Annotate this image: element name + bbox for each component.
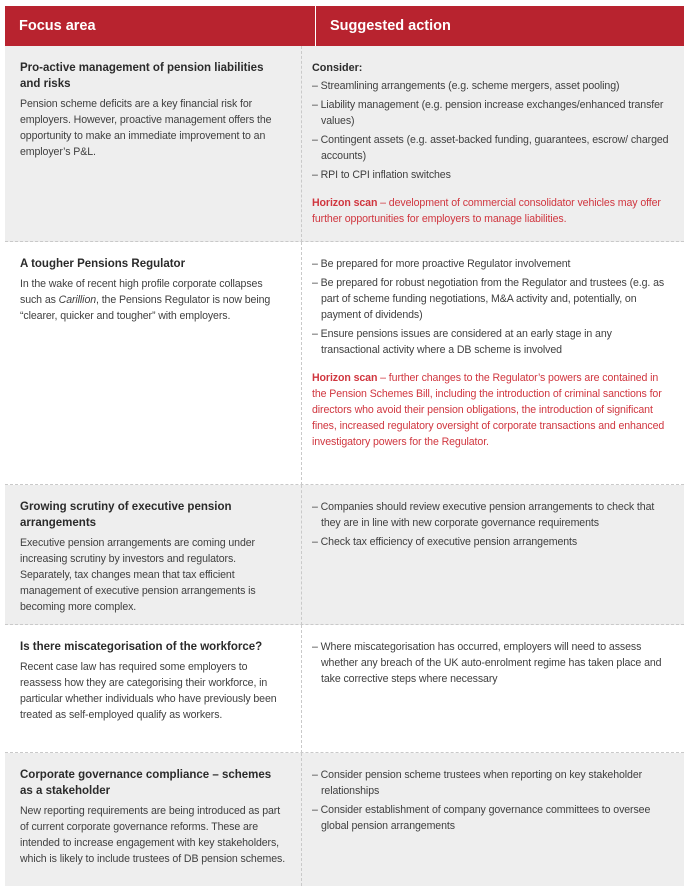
horizon-scan <box>312 195 670 227</box>
action-bullet: – Be prepared for robust negotiation from the Regulator and trustees (e.g. as part of scheme funding negotiations, M&A activity and, potentially, on payment of dividends) <box>312 277 665 321</box>
focus-body <box>20 276 287 324</box>
focus-body-italic: Carillion <box>58 294 97 306</box>
action-bullet: – Where miscategorisation has occurred, employers will need to assess whether any breach of the UK auto-enrolment regime has taken place and take corrective steps where necessary <box>312 641 662 685</box>
focus-cell <box>5 753 301 886</box>
action-bullet: – RPI to CPI inflation switches <box>312 169 451 181</box>
action-bullet: – Consider pension scheme trustees when reporting on key stakeholder relationships <box>312 769 643 797</box>
table-row <box>5 753 684 886</box>
action-bullet: – Companies should review executive pension arrangements to check that they are in line with new corporate governance requirements <box>312 501 655 529</box>
action-bullet: – Contingent assets (e.g. asset-backed funding, guarantees, escrow/ charged accounts) <box>312 134 669 162</box>
header-suggested-action: Suggested action <box>330 18 451 34</box>
table-row <box>5 625 684 753</box>
focus-title: Is there miscategorisation of the workforce? <box>20 641 263 653</box>
focus-title: Corporate governance compliance – schemes as a stakeholder <box>20 769 272 797</box>
focus-cell <box>5 485 301 625</box>
action-bullet: – Streamlining arrangements (e.g. scheme mergers, asset pooling) <box>312 80 620 92</box>
action-bullet: – Liability management (e.g. pension increase exchanges/enhanced transfer values) <box>312 99 664 127</box>
focus-body: Pension scheme deficits are a key financial risk for employers. However, proactive management offers the opportunity to make an immediate improvement to an employer’s P&L. <box>20 98 272 158</box>
table-row <box>5 46 684 242</box>
focus-body: New reporting requirements are being introduced as part of current corporate governance reforms. These are intended to increase engagement with key stakeholders, which is likely to include trustees of DB pension schemes. <box>20 805 286 865</box>
horizon-text: – development of commercial consolidator vehicles may offer further opportunities for employers to manage liabilities. <box>312 197 661 225</box>
action-bullet: – Consider establishment of company governance committees to oversee global pension arrangements <box>312 804 651 832</box>
action-cell <box>302 753 684 886</box>
focus-cell <box>5 242 301 485</box>
table-header <box>5 6 684 46</box>
focus-body: Recent case law has required some employers to reassess how they are categorising their workforce, in particular whether individuals who have previously been treated as self-employed qualify as workers. <box>20 661 277 721</box>
horizon-text: – further changes to the Regulator’s powers are contained in the Pension Schemes Bill, including the introduction of criminal sanctions for directors who avoid their pension obligations, the introduction of significant fines, increased regulatory oversight of corporate transactions and enhanced investigatory powers for the Regulator. <box>312 372 665 448</box>
action-bullet: – Check tax efficiency of executive pension arrangements <box>312 536 578 548</box>
horizon-label: Horizon scan <box>312 197 378 209</box>
action-bullet: – Ensure pensions issues are considered at an early stage in any transactional activity where a DB scheme is involved <box>312 328 612 356</box>
consider-label: Consider: <box>312 62 363 74</box>
focus-cell <box>5 46 301 242</box>
focus-title: Pro-active management of pension liabilities and risks <box>20 62 264 90</box>
table-row <box>5 485 684 625</box>
focus-body-pre: In the wake of recent high profile corporate collapses such as <box>20 278 263 306</box>
focus-body: Executive pension arrangements are coming under increasing scrutiny by investors and regulators. Separately, tax changes mean that tax efficient management of executive pension arrangements is becoming more complex. <box>20 537 256 613</box>
horizon-scan <box>312 370 670 450</box>
action-cell <box>302 242 684 485</box>
focus-title: A tougher Pensions Regulator <box>20 258 186 270</box>
header-focus-area: Focus area <box>19 18 96 34</box>
focus-body-post: , the Pensions Regulator is now being “clearer, quicker and tougher” with employers. <box>20 294 271 322</box>
action-cell <box>302 625 684 753</box>
focus-title: Growing scrutiny of executive pension arrangements <box>20 501 232 529</box>
action-bullet: – Be prepared for more proactive Regulator involvement <box>312 258 571 270</box>
action-cell <box>302 485 684 625</box>
focus-cell <box>5 625 301 753</box>
action-cell <box>302 46 684 242</box>
pension-focus-table <box>5 6 684 886</box>
horizon-label: Horizon scan <box>312 372 378 384</box>
table-row <box>5 242 684 485</box>
